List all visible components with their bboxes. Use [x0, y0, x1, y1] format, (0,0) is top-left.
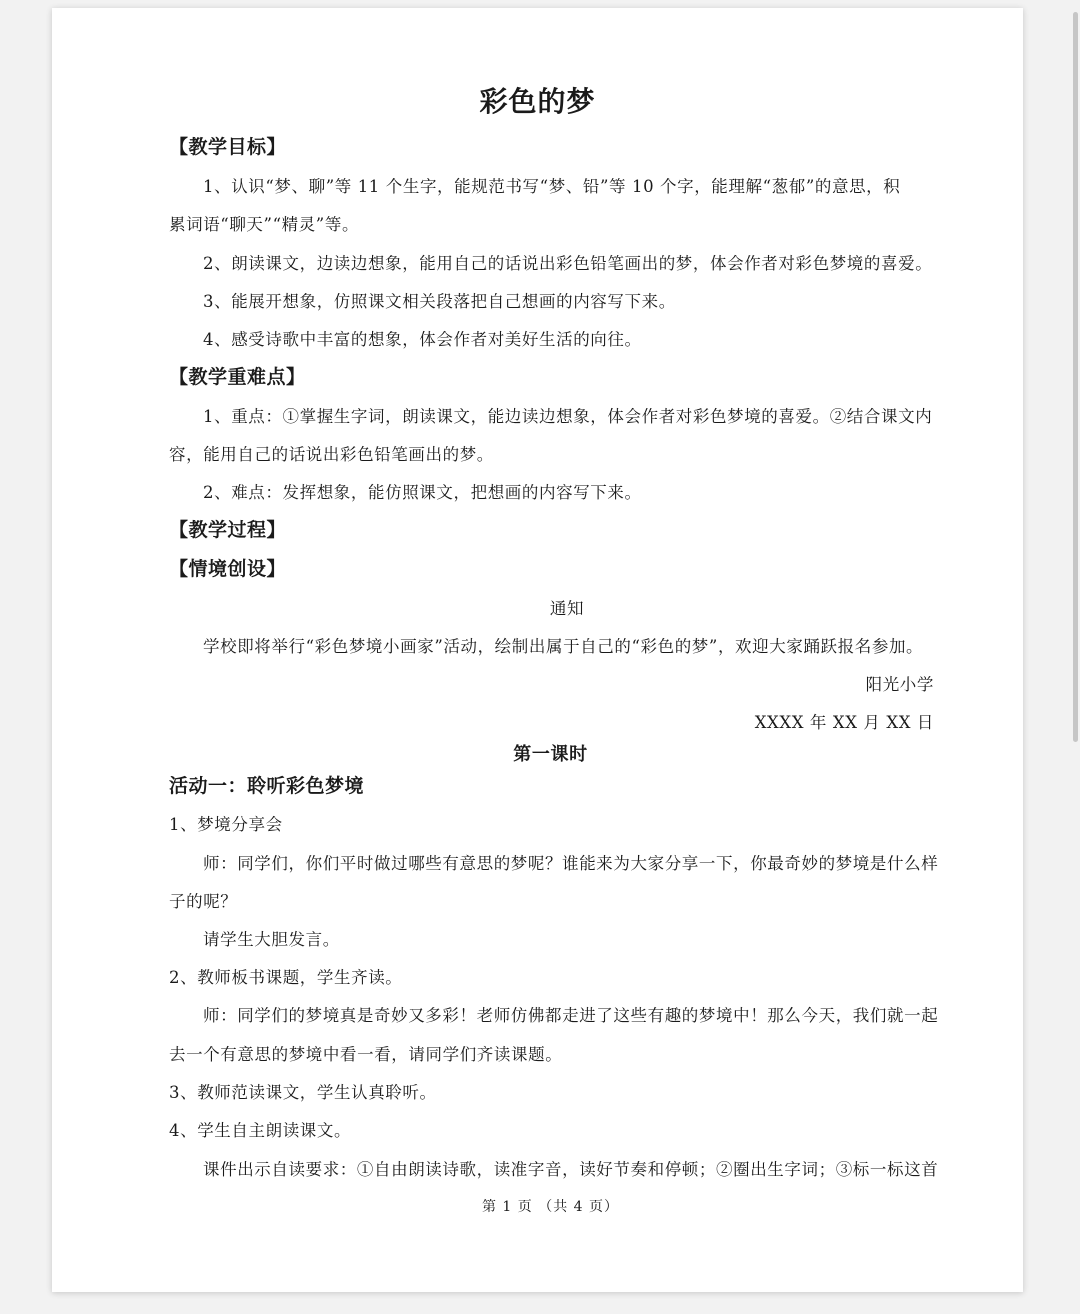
paragraph: 请学生大胆发言。	[203, 930, 340, 949]
section-heading-scene: 【情境创设】	[169, 558, 287, 580]
paragraph: 4、感受诗歌中丰富的想象，体会作者对美好生活的向往。	[203, 330, 642, 349]
section-heading-goals: 【教学目标】	[169, 136, 287, 158]
paragraph: 2、难点：发挥想象，能仿照课文，把想画的内容写下来。	[203, 483, 642, 502]
paragraph: 去一个有意思的梦境中看一看，请同学们齐读课题。	[169, 1045, 563, 1064]
paragraph: 2、朗读课文，边读边想象，能用自己的话说出彩色铅笔画出的梦，体会作者对彩色梦境的喜爱。	[203, 254, 933, 273]
scrollbar-thumb[interactable]	[1073, 12, 1078, 742]
document-page	[52, 8, 1023, 1292]
paragraph: 4、学生自主朗读课文。	[169, 1121, 352, 1140]
paragraph: 容，能用自己的话说出彩色铅笔画出的梦。	[169, 445, 494, 464]
paragraph: 师：同学们的梦境真是奇妙又多彩！老师仿佛都走进了这些有趣的梦境中！那么今天，我们就一起	[203, 1006, 939, 1025]
paragraph: 3、能展开想象，仿照课文相关段落把自己想画的内容写下来。	[203, 292, 676, 311]
paragraph: 1、重点：①掌握生字词，朗读课文，能边读边想象，体会作者对彩色梦境的喜爱。②结合课文内	[203, 407, 933, 426]
paragraph: 累词语“聊天”“精灵”等。	[169, 215, 360, 234]
paragraph: 1、认识“梦、聊”等 11 个生字，能规范书写“梦、铅”等 10 个字，能理解“葱郁”的意思，积	[203, 177, 901, 196]
paragraph: 课件出示自读要求：①自由朗读诗歌，读准字音，读好节奏和停顿；②圈出生字词；③标一标这首	[203, 1160, 939, 1179]
notice-body: 学校即将举行“彩色梦境小画家”活动，绘制出属于自己的“彩色的梦”，欢迎大家踊跃报名参加。	[203, 637, 924, 656]
paragraph: 2、教师板书课题，学生齐读。	[169, 968, 403, 987]
activity-heading: 活动一：聆听彩色梦境	[169, 775, 365, 797]
paragraph: 1、梦境分享会	[169, 815, 283, 834]
notice-title: 通知	[549, 599, 585, 618]
notice-date: XXXX 年 XX 月 XX 日	[754, 713, 934, 732]
page-footer: 第 1 页 （共 4 页）	[481, 1199, 620, 1215]
document-title: 彩色的梦	[479, 85, 596, 118]
paragraph: 子的呢？	[169, 892, 238, 911]
notice-signer: 阳光小学	[865, 675, 934, 694]
section-heading-process: 【教学过程】	[169, 519, 287, 541]
paragraph: 3、教师范读课文，学生认真聆听。	[169, 1083, 437, 1102]
lesson-heading: 第一课时	[513, 744, 588, 765]
section-heading-key-points: 【教学重难点】	[169, 366, 306, 388]
paragraph: 师：同学们，你们平时做过哪些有意思的梦呢？谁能来为大家分享一下，你最奇妙的梦境是什么样	[203, 854, 939, 873]
